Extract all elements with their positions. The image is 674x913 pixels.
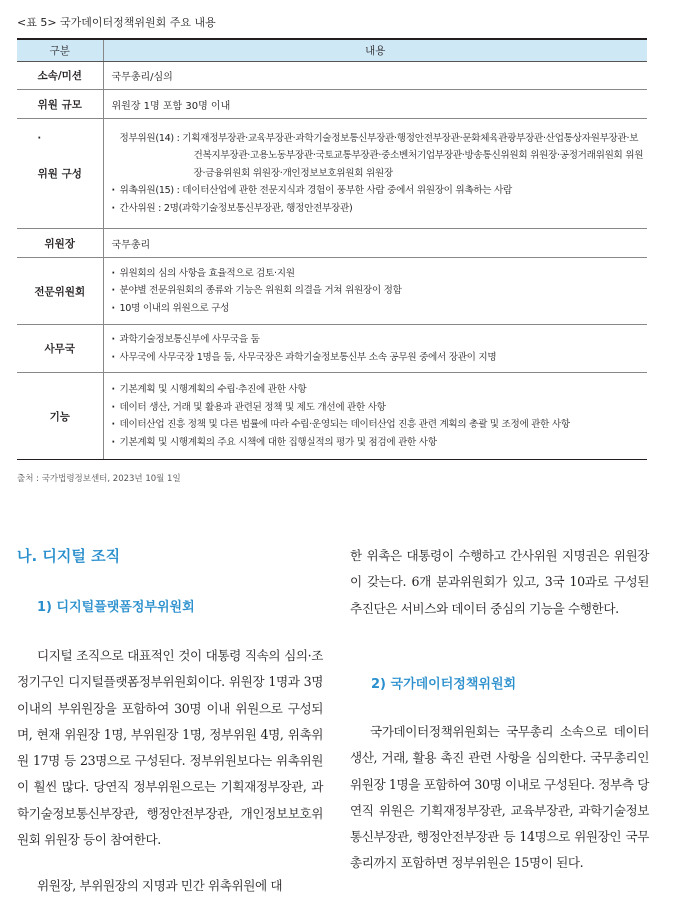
list-item: · 10명 이내의 위원으로 구성 [112, 300, 648, 318]
row-key-expert-committee: 전문위원회 [17, 258, 103, 325]
row-key-affiliation: 소속/미션 [17, 62, 103, 90]
list-item [112, 182, 648, 200]
table-row [17, 229, 647, 258]
row-key-size: 위원 규모 [17, 90, 103, 119]
table-row [17, 325, 647, 373]
row-key-functions: 기능 [17, 373, 103, 460]
bullet-label: 위촉위원(15) : [119, 185, 183, 197]
row-value-chair: 국무총리 [103, 229, 647, 258]
subsection-heading-data-policy: 2) 국가데이터정책위원회 [371, 677, 517, 692]
table-row [17, 62, 647, 90]
list-item: · 기본계획 및 시행계획의 주요 시책에 대한 집행실적의 평가 및 점검에 관한 사항 [112, 434, 648, 452]
row-value-affiliation: 국무총리/심의 [103, 62, 647, 90]
row-key-composition: 위원 구성 [17, 119, 103, 229]
row-key-secretariat: 사무국 [17, 325, 103, 373]
paragraph-appointment-cont: 한 위촉은 대통령이 수행하고 간사위원 지명권은 위원장이 갖는다. 6개 분과위원회가 있고, 3국 10과로 구성된 추진단은 서비스와 데이터 중심의 기능을 수행한다. [350, 548, 649, 616]
header-content: 내용 [103, 39, 647, 62]
header-category: 구분 [17, 39, 103, 62]
bullet-text: 데이터산업에 관한 전문지식과 경험이 풍부한 사람 중에서 위원장이 위촉하는 사람 [182, 185, 512, 197]
table-source: 출처 : 국가법령정보센터, 2023년 10월 1일 [17, 474, 181, 484]
list-item: · 위원회의 심의 사항을 효율적으로 검토·지원 [112, 265, 648, 283]
list-item: · 과학기술정보통신부에 사무국을 둠 [112, 331, 648, 349]
table-row [17, 119, 647, 229]
paragraph-appointment-start: 위원장, 부위원장의 지명과 민간 위촉위원에 대 [37, 878, 283, 893]
table-row [17, 90, 647, 119]
subsection-heading-digital-platform: 1) 디지털플랫폼정부위원회 [37, 600, 195, 615]
policy-committee-table [17, 38, 647, 460]
bullet-label: 간사위원 : [119, 202, 164, 214]
bullet-text: 2명(과학기술정보통신부장관, 행정안전부장관) [163, 202, 353, 214]
list-item [112, 130, 648, 183]
list-item: · 기본계획 및 시행계획의 수립·추진에 관한 사항 [112, 381, 648, 399]
bullet-label: 정부위원(14) : [119, 132, 183, 144]
bullet-text: 기획재정부장관·교육부장관·과학기술정보통신부장관·행정안전부장관·문화체육관광부장관·산업통상자원부장관·보건복지부장관·고용노동부장관·국토교통부장관·중소벤처기업부장관·방송통신위원회 위원장·공정거래위원회 위원장·금융위원회 위원장·개인정보보호위원회 위원장 [182, 132, 644, 179]
row-key-chair: 위원장 [17, 229, 103, 258]
paragraph-data-policy: 국가데이터정책위원회는 국무총리 소속으로 데이터 생산, 거래, 활용 촉진 관련 사항을 심의한다. 국무총리인 위원장 1명을 포함하여 30명 이내로 구성된다. 정부측 당연직 위원은 기획재정부장관, 교육부장관, 과학기술정보통신부장관, 행정안전부장관 등 14명으로 위원장인 국무총리까지 포함하면 정부위원은 15명이 된다. [350, 724, 649, 871]
table-row [17, 258, 647, 325]
table-row [17, 373, 647, 460]
list-item [112, 200, 648, 218]
section-heading: 나. 디지털 조직 [17, 547, 121, 565]
paragraph-digital-platform: 디지털 조직으로 대표적인 것이 대통령 직속의 심의·조정기구인 디지털플랫폼정부위원회이다. 위원장 1명과 3명 이내의 부위원장을 포함하여 30명 이내 위원으로 구성되며, 현재 위원장 1명, 부위원장 1명, 정부위원 4명, 위촉위원 17명 등 23명으로 구성된다. 정부위원보다는 위촉위원이 훨씬 많다. 당연직 정부위원으로는 기획재정부장관, 과학기술정보통신부장관, 행정안전부장관, 개인정보보호위원회 위원장 등이 참여한다. [17, 648, 323, 848]
list-item: · 데이터 생산, 거래 및 활용과 관련된 정책 및 제도 개선에 관한 사항 [112, 399, 648, 417]
list-item: · 데이터산업 진흥 정책 및 다른 법률에 따라 수립·운영되는 데이터산업 진흥 관련 계획의 총괄 및 조정에 관한 사항 [112, 416, 648, 434]
row-value-expert-committee [103, 258, 647, 325]
row-value-functions [103, 373, 647, 460]
row-value-composition [103, 119, 647, 229]
row-value-size: 위원장 1명 포함 30명 이내 [103, 90, 647, 119]
table-caption: <표 5> 국가데이터정책위원회 주요 내용 [17, 16, 216, 29]
table-header-row [17, 39, 647, 62]
list-item: · 분야별 전문위원회의 종류와 기능은 위원회 의결을 거쳐 위원장이 정함 [112, 282, 648, 300]
list-item: · 사무국에 사무국장 1명을 둠, 사무국장은 과학기술정보통신부 소속 공무원 중에서 장관이 지명 [112, 349, 648, 367]
row-value-secretariat [103, 325, 647, 373]
